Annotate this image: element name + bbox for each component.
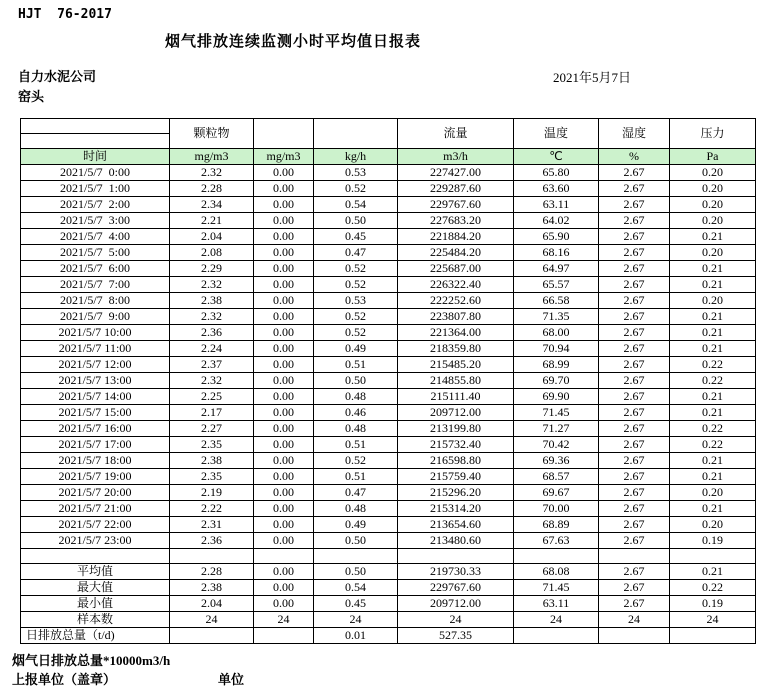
cell-value: 2.34 bbox=[170, 197, 254, 213]
cell-value: 2.67 bbox=[599, 485, 670, 501]
row-time: 2021/5/7 5:00 bbox=[21, 245, 170, 261]
cell-value: 0.52 bbox=[314, 181, 398, 197]
cell-value: 0.00 bbox=[254, 213, 314, 229]
cell-value: 0.20 bbox=[670, 181, 756, 197]
cell-value: 0.00 bbox=[254, 405, 314, 421]
report-title: 烟气排放连续监测小时平均值日报表 bbox=[165, 34, 422, 50]
cell-value: 214855.80 bbox=[398, 373, 514, 389]
cell-value: 0.50 bbox=[314, 533, 398, 549]
cell-value: 68.16 bbox=[514, 245, 599, 261]
cell-value: 0.50 bbox=[314, 213, 398, 229]
report-date: 2021年5月7日 bbox=[553, 70, 632, 85]
cell-value: 0.22 bbox=[670, 357, 756, 373]
cell-value: 221364.00 bbox=[398, 325, 514, 341]
data-row bbox=[21, 373, 756, 389]
cell-value: 2.67 bbox=[599, 229, 670, 245]
cell-value: 65.80 bbox=[514, 165, 599, 181]
cell-value: 0.48 bbox=[314, 501, 398, 517]
cell-value: 0.01 bbox=[314, 628, 398, 644]
row-time: 2021/5/7 16:00 bbox=[21, 421, 170, 437]
data-row bbox=[21, 325, 756, 341]
cell-value: 2.32 bbox=[170, 165, 254, 181]
cell-value: 0.45 bbox=[314, 596, 398, 612]
summary-label: 最大值 bbox=[21, 580, 170, 596]
cell-value: 63.11 bbox=[514, 596, 599, 612]
cell-value bbox=[254, 628, 314, 644]
cell-value: 225687.00 bbox=[398, 261, 514, 277]
standard-code: HJT 76-2017 bbox=[18, 7, 112, 22]
data-row bbox=[21, 293, 756, 309]
spacer-row bbox=[21, 549, 756, 564]
cell-value: 2.67 bbox=[599, 389, 670, 405]
cell-value: 0.21 bbox=[670, 405, 756, 421]
cell-value: 68.99 bbox=[514, 357, 599, 373]
row-time: 2021/5/7 7:00 bbox=[21, 277, 170, 293]
cell-value: 71.35 bbox=[514, 309, 599, 325]
cell-value: 2.19 bbox=[170, 485, 254, 501]
time-column-header: 时间 bbox=[21, 149, 170, 165]
cell-value: 0.00 bbox=[254, 309, 314, 325]
row-time: 2021/5/7 23:00 bbox=[21, 533, 170, 549]
cell-value: 215759.40 bbox=[398, 469, 514, 485]
data-row bbox=[21, 341, 756, 357]
cell-value: 0.19 bbox=[670, 533, 756, 549]
cell-value: 69.90 bbox=[514, 389, 599, 405]
cell-value: 2.28 bbox=[170, 564, 254, 580]
cell-value: 0.48 bbox=[314, 389, 398, 405]
cell-value: 0.50 bbox=[314, 564, 398, 580]
cell-value: 2.67 bbox=[599, 181, 670, 197]
cell-value: 63.60 bbox=[514, 181, 599, 197]
cell-value: 2.67 bbox=[599, 533, 670, 549]
cell-value bbox=[170, 549, 254, 564]
cell-value: 0.20 bbox=[670, 517, 756, 533]
cell-value: 68.57 bbox=[514, 469, 599, 485]
row-time: 2021/5/7 17:00 bbox=[21, 437, 170, 453]
cell-value: 0.20 bbox=[670, 165, 756, 181]
cell-value: 0.00 bbox=[254, 485, 314, 501]
cell-value: 0.20 bbox=[670, 245, 756, 261]
data-row bbox=[21, 309, 756, 325]
row-time: 2021/5/7 11:00 bbox=[21, 341, 170, 357]
cell-value: 70.42 bbox=[514, 437, 599, 453]
cell-value: 0.54 bbox=[314, 580, 398, 596]
row-time: 2021/5/7 2:00 bbox=[21, 197, 170, 213]
data-row bbox=[21, 437, 756, 453]
unit-m3h: m3/h bbox=[398, 149, 514, 165]
cell-value: 2.36 bbox=[170, 533, 254, 549]
cell-value: 215314.20 bbox=[398, 501, 514, 517]
cell-value bbox=[314, 549, 398, 564]
cell-value: 2.67 bbox=[599, 325, 670, 341]
cell-value: 0.20 bbox=[670, 485, 756, 501]
cell-value: 2.67 bbox=[599, 357, 670, 373]
cell-value: 64.97 bbox=[514, 261, 599, 277]
summary-label: 最小值 bbox=[21, 596, 170, 612]
cell-value: 0.00 bbox=[254, 453, 314, 469]
cell-value: 0.00 bbox=[254, 421, 314, 437]
summary-row bbox=[21, 580, 756, 596]
cell-value: 2.22 bbox=[170, 501, 254, 517]
cell-value: 0.21 bbox=[670, 501, 756, 517]
unit-celsius: ℃ bbox=[514, 149, 599, 165]
cell-value: 0.52 bbox=[314, 325, 398, 341]
cell-value: 71.27 bbox=[514, 421, 599, 437]
row-time: 2021/5/7 8:00 bbox=[21, 293, 170, 309]
cell-value: 2.67 bbox=[599, 580, 670, 596]
cell-value: 0.47 bbox=[314, 485, 398, 501]
header-temperature: 温度 bbox=[514, 119, 599, 149]
cell-value: 0.00 bbox=[254, 373, 314, 389]
cell-value: 227427.00 bbox=[398, 165, 514, 181]
cell-value: 0.00 bbox=[254, 501, 314, 517]
row-time: 2021/5/7 22:00 bbox=[21, 517, 170, 533]
cell-value: 2.67 bbox=[599, 437, 670, 453]
cell-value: 65.90 bbox=[514, 229, 599, 245]
cell-value: 68.89 bbox=[514, 517, 599, 533]
header-time-split-top bbox=[21, 119, 170, 134]
cell-value: 0.51 bbox=[314, 437, 398, 453]
cell-value: 0.21 bbox=[670, 229, 756, 245]
cell-value: 24 bbox=[170, 612, 254, 628]
cell-value: 69.36 bbox=[514, 453, 599, 469]
cell-value bbox=[599, 628, 670, 644]
cell-value: 0.49 bbox=[314, 341, 398, 357]
cell-value: 0.51 bbox=[314, 357, 398, 373]
cell-value: 215296.20 bbox=[398, 485, 514, 501]
row-time: 2021/5/7 3:00 bbox=[21, 213, 170, 229]
cell-value: 2.32 bbox=[170, 373, 254, 389]
cell-value: 0.00 bbox=[254, 229, 314, 245]
cell-value: 527.35 bbox=[398, 628, 514, 644]
row-time: 2021/5/7 4:00 bbox=[21, 229, 170, 245]
cell-value: 0.00 bbox=[254, 293, 314, 309]
cell-value: 71.45 bbox=[514, 580, 599, 596]
cell-value: 0.21 bbox=[670, 453, 756, 469]
cell-value: 2.27 bbox=[170, 421, 254, 437]
cell-value: 0.51 bbox=[314, 469, 398, 485]
cell-value: 229767.60 bbox=[398, 580, 514, 596]
cell-value: 2.67 bbox=[599, 421, 670, 437]
cell-value: 24 bbox=[254, 612, 314, 628]
table-body bbox=[21, 165, 756, 644]
cell-value: 216598.80 bbox=[398, 453, 514, 469]
cell-value: 0.00 bbox=[254, 389, 314, 405]
row-time: 2021/5/7 6:00 bbox=[21, 261, 170, 277]
cell-value: 2.32 bbox=[170, 309, 254, 325]
cell-value bbox=[514, 549, 599, 564]
summary-label: 平均值 bbox=[21, 564, 170, 580]
cell-value: 0.53 bbox=[314, 165, 398, 181]
cell-value: 2.67 bbox=[599, 197, 670, 213]
data-row bbox=[21, 533, 756, 549]
cell-value: 0.22 bbox=[670, 373, 756, 389]
data-row bbox=[21, 181, 756, 197]
header-flow: 流量 bbox=[398, 119, 514, 149]
data-row bbox=[21, 165, 756, 181]
cell-value: 0.52 bbox=[314, 453, 398, 469]
cell-value bbox=[514, 628, 599, 644]
cell-value: 218359.80 bbox=[398, 341, 514, 357]
reporting-unit-stamp-label: 上报单位（盖章） bbox=[12, 672, 117, 687]
cell-value: 0.20 bbox=[670, 293, 756, 309]
cell-value bbox=[170, 628, 254, 644]
cell-value: 2.67 bbox=[599, 596, 670, 612]
row-time: 2021/5/7 19:00 bbox=[21, 469, 170, 485]
cell-value: 0.00 bbox=[254, 564, 314, 580]
cell-value: 2.04 bbox=[170, 596, 254, 612]
cell-value: 2.24 bbox=[170, 341, 254, 357]
cell-value: 71.45 bbox=[514, 405, 599, 421]
unit-pa: Pa bbox=[670, 149, 756, 165]
row-time: 2021/5/7 14:00 bbox=[21, 389, 170, 405]
data-row bbox=[21, 197, 756, 213]
summary-row bbox=[21, 612, 756, 628]
monitoring-data-table bbox=[20, 118, 756, 644]
cell-value: 0.52 bbox=[314, 261, 398, 277]
cell-value: 2.67 bbox=[599, 564, 670, 580]
cell-value: 2.67 bbox=[599, 405, 670, 421]
row-time: 2021/5/7 15:00 bbox=[21, 405, 170, 421]
summary-row bbox=[21, 564, 756, 580]
spacer-cell bbox=[21, 549, 170, 564]
cell-value: 2.67 bbox=[599, 341, 670, 357]
cell-value: 0.00 bbox=[254, 197, 314, 213]
unit-kgh: kg/h bbox=[314, 149, 398, 165]
daily-total-note: 烟气日排放总量*10000m3/h bbox=[12, 653, 171, 668]
cell-value: 0.22 bbox=[670, 580, 756, 596]
data-row bbox=[21, 229, 756, 245]
cell-value: 209712.00 bbox=[398, 596, 514, 612]
cell-value: 24 bbox=[599, 612, 670, 628]
data-row bbox=[21, 485, 756, 501]
cell-value: 0.00 bbox=[254, 357, 314, 373]
cell-value: 2.35 bbox=[170, 437, 254, 453]
cell-value: 215111.40 bbox=[398, 389, 514, 405]
row-time: 2021/5/7 13:00 bbox=[21, 373, 170, 389]
cell-value: 63.11 bbox=[514, 197, 599, 213]
cell-value bbox=[599, 549, 670, 564]
cell-value: 68.00 bbox=[514, 325, 599, 341]
unit-header-row bbox=[21, 149, 756, 165]
company-name: 自力水泥公司 bbox=[18, 69, 97, 84]
cell-value: 2.17 bbox=[170, 405, 254, 421]
cell-value: 2.67 bbox=[599, 309, 670, 325]
cell-value: 0.21 bbox=[670, 277, 756, 293]
cell-value: 67.63 bbox=[514, 533, 599, 549]
cell-value: 0.54 bbox=[314, 197, 398, 213]
cell-value: 64.02 bbox=[514, 213, 599, 229]
data-row bbox=[21, 389, 756, 405]
data-row bbox=[21, 453, 756, 469]
cell-value: 0.21 bbox=[670, 309, 756, 325]
cell-value: 2.67 bbox=[599, 469, 670, 485]
cell-value: 24 bbox=[398, 612, 514, 628]
cell-value: 0.50 bbox=[314, 373, 398, 389]
data-row bbox=[21, 501, 756, 517]
cell-value: 2.25 bbox=[170, 389, 254, 405]
header-pressure: 压力 bbox=[670, 119, 756, 149]
data-row bbox=[21, 261, 756, 277]
header-humidity: 湿度 bbox=[599, 119, 670, 149]
summary-row bbox=[21, 596, 756, 612]
row-time: 2021/5/7 1:00 bbox=[21, 181, 170, 197]
cell-value: 0.46 bbox=[314, 405, 398, 421]
data-row bbox=[21, 469, 756, 485]
row-time: 2021/5/7 21:00 bbox=[21, 501, 170, 517]
cell-value: 229767.60 bbox=[398, 197, 514, 213]
cell-value: 2.31 bbox=[170, 517, 254, 533]
cell-value: 0.00 bbox=[254, 245, 314, 261]
cell-value: 215485.20 bbox=[398, 357, 514, 373]
cell-value: 2.67 bbox=[599, 213, 670, 229]
cell-value: 0.48 bbox=[314, 421, 398, 437]
cell-value: 227683.20 bbox=[398, 213, 514, 229]
cell-value: 70.94 bbox=[514, 341, 599, 357]
cell-value: 0.52 bbox=[314, 277, 398, 293]
cell-value: 0.00 bbox=[254, 165, 314, 181]
cell-value: 0.53 bbox=[314, 293, 398, 309]
data-row bbox=[21, 517, 756, 533]
cell-value: 0.21 bbox=[670, 261, 756, 277]
cell-value: 0.00 bbox=[254, 517, 314, 533]
header-particulate: 颗粒物 bbox=[170, 119, 254, 149]
cell-value: 66.58 bbox=[514, 293, 599, 309]
unit-mgm3: mg/m3 bbox=[254, 149, 314, 165]
cell-value: 69.70 bbox=[514, 373, 599, 389]
cell-value: 2.32 bbox=[170, 277, 254, 293]
data-row bbox=[21, 277, 756, 293]
cell-value: 0.20 bbox=[670, 213, 756, 229]
cell-value: 2.38 bbox=[170, 453, 254, 469]
data-row bbox=[21, 213, 756, 229]
cell-value: 2.36 bbox=[170, 325, 254, 341]
cell-value bbox=[398, 549, 514, 564]
row-time: 2021/5/7 9:00 bbox=[21, 309, 170, 325]
cell-value: 24 bbox=[514, 612, 599, 628]
data-row bbox=[21, 357, 756, 373]
header-group-col4 bbox=[314, 119, 398, 149]
cell-value: 213480.60 bbox=[398, 533, 514, 549]
cell-value: 70.00 bbox=[514, 501, 599, 517]
cell-value: 0.00 bbox=[254, 596, 314, 612]
cell-value: 2.67 bbox=[599, 501, 670, 517]
cell-value: 219730.33 bbox=[398, 564, 514, 580]
cell-value: 2.04 bbox=[170, 229, 254, 245]
cell-value: 2.38 bbox=[170, 580, 254, 596]
cell-value: 0.49 bbox=[314, 517, 398, 533]
cell-value: 0.21 bbox=[670, 469, 756, 485]
cell-value: 0.00 bbox=[254, 325, 314, 341]
summary-row bbox=[21, 628, 756, 644]
cell-value: 2.67 bbox=[599, 517, 670, 533]
cell-value: 0.22 bbox=[670, 421, 756, 437]
cell-value: 2.28 bbox=[170, 181, 254, 197]
group-header-row bbox=[21, 119, 756, 134]
cell-value: 2.67 bbox=[599, 245, 670, 261]
cell-value: 0.00 bbox=[254, 533, 314, 549]
cell-value: 0.00 bbox=[254, 341, 314, 357]
cell-value: 0.21 bbox=[670, 325, 756, 341]
cell-value bbox=[670, 628, 756, 644]
cell-value: 2.38 bbox=[170, 293, 254, 309]
header-time-split-bottom bbox=[21, 134, 170, 149]
data-row bbox=[21, 421, 756, 437]
cell-value: 2.67 bbox=[599, 277, 670, 293]
cell-value: 0.45 bbox=[314, 229, 398, 245]
cell-value: 0.00 bbox=[254, 580, 314, 596]
row-time: 2021/5/7 10:00 bbox=[21, 325, 170, 341]
cell-value: 223807.80 bbox=[398, 309, 514, 325]
cell-value: 225484.20 bbox=[398, 245, 514, 261]
cell-value: 24 bbox=[314, 612, 398, 628]
cell-value: 222252.60 bbox=[398, 293, 514, 309]
cell-value: 221884.20 bbox=[398, 229, 514, 245]
cell-value: 65.57 bbox=[514, 277, 599, 293]
cell-value: 213654.60 bbox=[398, 517, 514, 533]
cell-value: 215732.40 bbox=[398, 437, 514, 453]
cell-value: 0.00 bbox=[254, 469, 314, 485]
cell-value: 0.47 bbox=[314, 245, 398, 261]
cell-value: 2.67 bbox=[599, 293, 670, 309]
cell-value: 2.67 bbox=[599, 373, 670, 389]
unit-percent: % bbox=[599, 149, 670, 165]
monitoring-point-name: 窑头 bbox=[18, 89, 45, 104]
summary-label: 样本数 bbox=[21, 612, 170, 628]
cell-value: 0.21 bbox=[670, 341, 756, 357]
cell-value: 0.20 bbox=[670, 197, 756, 213]
cell-value bbox=[254, 549, 314, 564]
cell-value: 2.08 bbox=[170, 245, 254, 261]
cell-value: 2.67 bbox=[599, 261, 670, 277]
header-group-col3 bbox=[254, 119, 314, 149]
cell-value: 2.35 bbox=[170, 469, 254, 485]
row-time: 2021/5/7 0:00 bbox=[21, 165, 170, 181]
data-row bbox=[21, 405, 756, 421]
cell-value: 213199.80 bbox=[398, 421, 514, 437]
cell-value: 0.00 bbox=[254, 261, 314, 277]
cell-value bbox=[670, 549, 756, 564]
cell-value: 68.08 bbox=[514, 564, 599, 580]
cell-value: 2.67 bbox=[599, 165, 670, 181]
row-time: 2021/5/7 18:00 bbox=[21, 453, 170, 469]
cell-value: 0.19 bbox=[670, 596, 756, 612]
row-time: 2021/5/7 12:00 bbox=[21, 357, 170, 373]
cell-value: 24 bbox=[670, 612, 756, 628]
summary-label: 日排放总量（t/d) bbox=[21, 628, 170, 644]
cell-value: 0.00 bbox=[254, 277, 314, 293]
cell-value: 2.21 bbox=[170, 213, 254, 229]
unit-particulate-mgm3: mg/m3 bbox=[170, 149, 254, 165]
data-row bbox=[21, 245, 756, 261]
cell-value: 2.37 bbox=[170, 357, 254, 373]
cell-value: 0.21 bbox=[670, 564, 756, 580]
cell-value: 209712.00 bbox=[398, 405, 514, 421]
cell-value: 0.52 bbox=[314, 309, 398, 325]
cell-value: 0.00 bbox=[254, 181, 314, 197]
cell-value: 0.22 bbox=[670, 437, 756, 453]
cell-value: 229287.60 bbox=[398, 181, 514, 197]
cell-value: 69.67 bbox=[514, 485, 599, 501]
cell-value: 2.67 bbox=[599, 453, 670, 469]
cell-value: 2.29 bbox=[170, 261, 254, 277]
row-time: 2021/5/7 20:00 bbox=[21, 485, 170, 501]
unit-label: 单位 bbox=[218, 672, 245, 687]
cell-value: 0.00 bbox=[254, 437, 314, 453]
cell-value: 226322.40 bbox=[398, 277, 514, 293]
cell-value: 0.21 bbox=[670, 389, 756, 405]
